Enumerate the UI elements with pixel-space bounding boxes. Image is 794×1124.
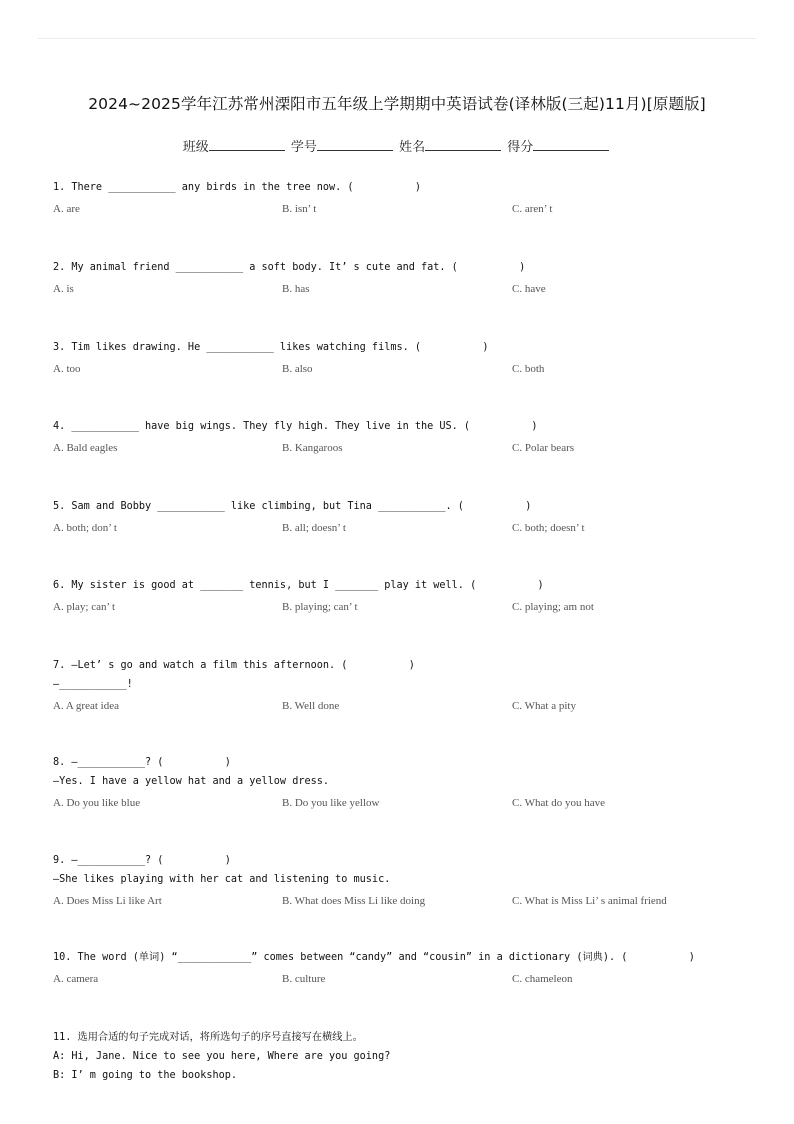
question-stem-line: 7. —Let’ s go and watch a film this afternoon. ( ) (53, 660, 415, 671)
answer-options (53, 522, 753, 538)
question-stem-line: 5. Sam and Bobby ___________ like climbing, but Tina ___________. ( ) (53, 501, 532, 512)
option-b[interactable]: B. all; doesn’ t (282, 522, 346, 534)
option-c[interactable]: C. What is Miss Li’ s animal friend (512, 895, 667, 907)
question-3 (53, 338, 753, 379)
answer-options (53, 895, 753, 911)
question-4 (53, 417, 753, 458)
answer-options (53, 797, 753, 813)
option-b[interactable]: B. has (282, 283, 310, 295)
option-a[interactable]: A. Do you like blue (53, 797, 141, 809)
student-number-blank[interactable] (317, 138, 393, 151)
question-stem-line: 4. ___________ have big wings. They fly high. They live in the US. ( ) (53, 421, 538, 432)
question-2 (53, 258, 753, 299)
option-a[interactable]: A. Does Miss Li like Art (53, 895, 162, 907)
q11-instruction: 11. 选用合适的句子完成对话，将所选句子的序号直接写在横线上。 (53, 1032, 363, 1043)
question-9 (53, 851, 753, 911)
option-a[interactable]: A. Bald eagles (53, 442, 118, 454)
question-stem-line: —___________! (53, 679, 133, 690)
answer-options (53, 973, 753, 989)
option-c[interactable]: C. Polar bears (512, 442, 575, 454)
option-a[interactable]: A. both; don’ t (53, 522, 117, 534)
score-label: 得分 (507, 140, 534, 155)
answer-options (53, 363, 753, 379)
option-a[interactable]: A. are (53, 203, 80, 215)
header-rule (38, 38, 756, 39)
q11-dialogue-b: B: I’ m going to the bookshop. (53, 1070, 238, 1081)
answer-options (53, 203, 753, 219)
answer-options (53, 283, 753, 299)
option-c[interactable]: C. What do you have (512, 797, 605, 809)
question-stem-line: 3. Tim likes drawing. He ___________ likes watching films. ( ) (53, 342, 489, 353)
option-b[interactable]: B. What does Miss Li like doing (282, 895, 426, 907)
option-a[interactable]: A. A great idea (53, 700, 119, 712)
option-b[interactable]: B. Well done (282, 700, 340, 712)
option-a[interactable]: A. is (53, 283, 74, 295)
question-stem-line: 8. —___________? ( ) (53, 757, 231, 768)
option-c[interactable]: C. both; doesn’ t (512, 522, 585, 534)
answer-options (53, 601, 753, 617)
option-c[interactable]: C. have (512, 283, 546, 295)
q11-dialogue-a: A: Hi, Jane. Nice to see you here, Where are you going? (53, 1051, 391, 1062)
option-b[interactable]: B. Do you like yellow (282, 797, 380, 809)
option-a[interactable]: A. too (53, 363, 81, 375)
question-7 (53, 656, 753, 716)
question-stem-line: 1. There ___________ any birds in the tree now. ( ) (53, 182, 422, 193)
question-stem-line: 2. My animal friend ___________ a soft body. It’ s cute and fat. ( ) (53, 262, 526, 273)
option-c[interactable]: C. chameleon (512, 973, 573, 985)
question-11 (53, 1028, 753, 1085)
score-blank[interactable] (533, 138, 609, 151)
class-blank[interactable] (209, 138, 285, 151)
option-a[interactable]: A. play; can’ t (53, 601, 116, 613)
question-stem-line: 10. The word (单词) “____________” comes between “candy” and “cousin” in a dictionary (词典). ( ) (53, 952, 695, 963)
question-stem-line: 6. My sister is good at _______ tennis, but I _______ play it well. ( ) (53, 580, 544, 591)
name-label: 姓名 (399, 140, 426, 155)
question-stem-line: —Yes. I have a yellow hat and a yellow dress. (53, 776, 330, 787)
name-blank[interactable] (425, 138, 501, 151)
option-c[interactable]: C. aren’ t (512, 203, 553, 215)
class-label: 班级 (182, 140, 209, 155)
option-c[interactable]: C. What a pity (512, 700, 576, 712)
question-6 (53, 576, 753, 617)
question-1 (53, 178, 753, 219)
option-a[interactable]: A. camera (53, 973, 99, 985)
question-5 (53, 497, 753, 538)
option-c[interactable]: C. playing; am not (512, 601, 594, 613)
student-info-row (0, 136, 794, 155)
option-b[interactable]: B. also (282, 363, 313, 375)
option-b[interactable]: B. isn’ t (282, 203, 317, 215)
answer-options (53, 700, 753, 716)
option-b[interactable]: B. playing; can’ t (282, 601, 358, 613)
answer-options (53, 442, 753, 458)
option-b[interactable]: B. culture (282, 973, 326, 985)
question-8 (53, 753, 753, 813)
student-number-label: 学号 (290, 140, 317, 155)
question-10 (53, 948, 753, 989)
page-title: 2024~2025学年江苏常州溧阳市五年级上学期期中英语试卷(译林版(三起)11月)[原题版] (88, 95, 706, 113)
question-stem-line: —She likes playing with her cat and listening to music. (53, 874, 391, 885)
option-b[interactable]: B. Kangaroos (282, 442, 343, 454)
question-stem-line: 9. —___________? ( ) (53, 855, 231, 866)
option-c[interactable]: C. both (512, 363, 545, 375)
